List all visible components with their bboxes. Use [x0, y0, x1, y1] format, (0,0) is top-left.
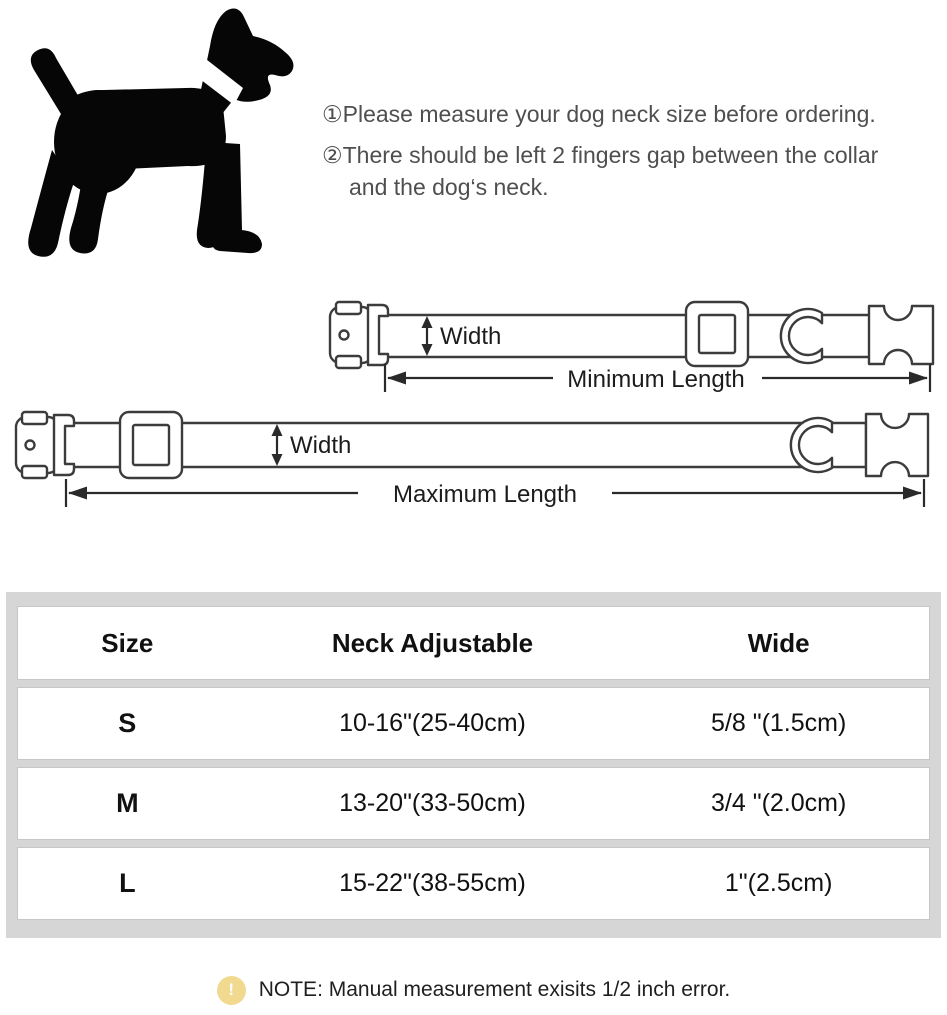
triglide-slider-icon — [686, 302, 748, 366]
table-row-m — [17, 767, 930, 840]
dog-silhouette-icon — [8, 4, 296, 270]
cell-wide: 5/8 "(1.5cm) — [711, 709, 847, 737]
alert-icon: ! — [217, 976, 246, 1005]
cell-size: S — [118, 708, 137, 738]
instruction-line-2: ②There should be left 2 fingers gap between the collar and the dog‘s neck. — [322, 142, 879, 200]
collar-strap — [64, 423, 866, 467]
table-row-l — [17, 847, 930, 920]
side-release-buckle-female-icon — [330, 302, 388, 368]
triglide-slider-icon — [120, 412, 182, 478]
dog-silhouette-graphic — [8, 4, 296, 270]
size-table — [6, 592, 941, 938]
instruction-line-1: ①Please measure your dog neck size before ordering. — [322, 101, 876, 127]
width-label-min: Width — [440, 323, 502, 350]
cell-wide: 1"(2.5cm) — [724, 869, 833, 897]
header-cell-wide: Wide — [747, 627, 810, 658]
table-row-s — [17, 687, 930, 760]
cell-size: L — [119, 868, 136, 898]
maximum-length-label: Maximum Length — [392, 481, 578, 508]
note-bar — [0, 970, 947, 1010]
width-label-max: Width — [290, 432, 352, 459]
side-release-buckle-male-icon — [866, 414, 928, 476]
collar-diagram-maximum — [6, 408, 942, 512]
side-release-buckle-female-icon — [16, 412, 74, 478]
cell-neck: 10-16"(25-40cm) — [339, 709, 526, 737]
collar-diagram-minimum — [328, 298, 944, 402]
cell-neck: 15-22"(38-55cm) — [339, 869, 526, 897]
header-cell-neck-adjustable: Neck Adjustable — [331, 627, 534, 658]
table-header-row — [17, 606, 930, 680]
cell-size: M — [116, 788, 139, 818]
cell-wide: 3/4 "(2.0cm) — [711, 789, 847, 817]
side-release-buckle-male-icon — [869, 306, 933, 364]
note-text: NOTE: Manual measurement exisits 1/2 inch error. — [258, 978, 731, 1001]
cell-neck: 13-20"(33-50cm) — [339, 789, 526, 817]
header-cell-size: Size — [101, 627, 154, 658]
instructions-block — [322, 98, 947, 203]
minimum-length-label: Minimum Length — [567, 366, 745, 393]
